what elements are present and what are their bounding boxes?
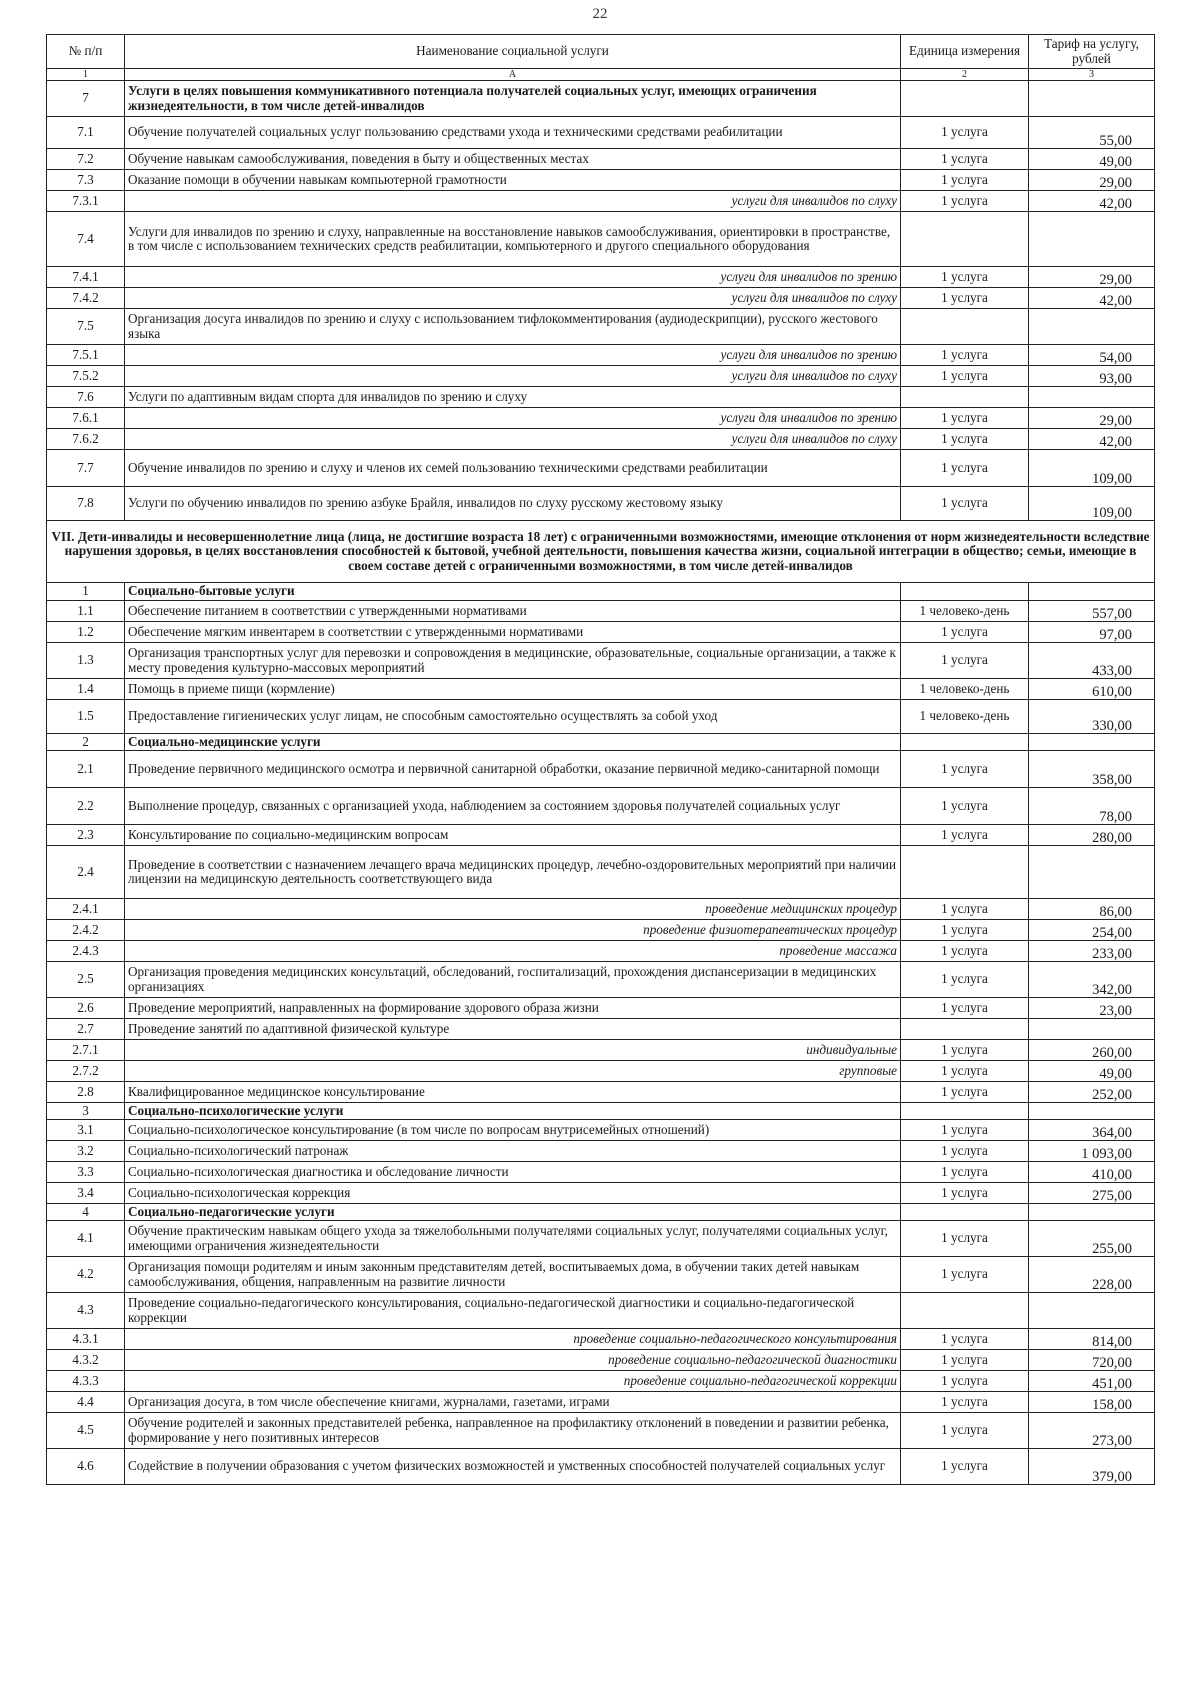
table-row — [47, 1293, 1155, 1329]
unit-of-measure — [901, 1019, 1029, 1040]
tariff-price: 557,00 — [1029, 601, 1155, 622]
unit-of-measure: 1 услуга — [901, 941, 1029, 962]
header-num: № п/п — [47, 35, 125, 69]
unit-of-measure: 1 услуга — [901, 366, 1029, 387]
row-number: 7.1 — [47, 117, 125, 149]
table-row — [47, 345, 1155, 366]
unit-of-measure: 1 услуга — [901, 117, 1029, 149]
service-name: Социально-психологические услуги — [125, 1103, 901, 1120]
table-row — [47, 366, 1155, 387]
unit-of-measure: 1 услуга — [901, 1162, 1029, 1183]
tariff-price: 29,00 — [1029, 170, 1155, 191]
unit-of-measure: 1 услуга — [901, 1350, 1029, 1371]
row-number: 7.8 — [47, 487, 125, 521]
unit-of-measure: 1 услуга — [901, 450, 1029, 487]
row-number: 7.5.1 — [47, 345, 125, 366]
service-name: Социально-психологическая коррекция — [125, 1183, 901, 1204]
tariff-price: 109,00 — [1029, 450, 1155, 487]
table-row — [47, 583, 1155, 601]
row-number: 7 — [47, 81, 125, 117]
service-name: Организация досуга, в том числе обеспечение книгами, журналами, газетами, играми — [125, 1392, 901, 1413]
tariff-price: 158,00 — [1029, 1392, 1155, 1413]
row-number: 7.7 — [47, 450, 125, 487]
row-number: 4.3.3 — [47, 1371, 125, 1392]
service-name: Социально-медицинские услуги — [125, 734, 901, 751]
table-row — [47, 734, 1155, 751]
row-number: 3.4 — [47, 1183, 125, 1204]
tariff-price — [1029, 212, 1155, 267]
row-number: 2.4.1 — [47, 899, 125, 920]
table-row — [47, 149, 1155, 170]
tariff-price: 720,00 — [1029, 1350, 1155, 1371]
service-name: Обучение получателей социальных услуг пользованию средствами ухода и техническими средствами реабилитации — [125, 117, 901, 149]
row-number: 7.3 — [47, 170, 125, 191]
service-name: Социально-психологический патронаж — [125, 1141, 901, 1162]
unit-of-measure: 1 услуга — [901, 288, 1029, 309]
row-number: 2.3 — [47, 825, 125, 846]
unit-of-measure: 1 услуга — [901, 751, 1029, 788]
row-number: 1 — [47, 583, 125, 601]
tariff-price: 379,00 — [1029, 1449, 1155, 1485]
tariff-price — [1029, 846, 1155, 899]
table-row — [47, 1413, 1155, 1449]
row-number: 2 — [47, 734, 125, 751]
header-price: Тариф на услугу, рублей — [1029, 35, 1155, 69]
row-number: 4.3.2 — [47, 1350, 125, 1371]
service-name: услуги для инвалидов по слуху — [125, 288, 901, 309]
row-number: 7.3.1 — [47, 191, 125, 212]
tariff-price: 330,00 — [1029, 700, 1155, 734]
unit-of-measure: 1 услуга — [901, 825, 1029, 846]
table-row — [47, 825, 1155, 846]
service-name: проведение социально-педагогической коррекции — [125, 1371, 901, 1392]
unit-of-measure: 1 услуга — [901, 1371, 1029, 1392]
service-name: Обучение инвалидов по зрению и слуху и членов их семей пользованию техническими средствами реабилитации — [125, 450, 901, 487]
column-index-row — [47, 69, 1155, 81]
header-row — [47, 35, 1155, 69]
unit-of-measure: 1 услуга — [901, 788, 1029, 825]
row-number: 2.8 — [47, 1082, 125, 1103]
unit-of-measure — [901, 1293, 1029, 1329]
service-name: услуги для инвалидов по зрению — [125, 345, 901, 366]
unit-of-measure — [901, 1204, 1029, 1221]
unit-of-measure: 1 услуга — [901, 1257, 1029, 1293]
unit-of-measure: 1 услуга — [901, 899, 1029, 920]
table-row — [47, 751, 1155, 788]
service-name: услуги для инвалидов по слуху — [125, 366, 901, 387]
row-number: 2.4.2 — [47, 920, 125, 941]
unit-of-measure: 1 услуга — [901, 1449, 1029, 1485]
service-name: Услуги для инвалидов по зрению и слуху, направленные на восстановление навыков самообслуживания, ориентировки в пространстве, в том числе с использованием технических средств реабилитации, компьютерного и другого специального оборудования — [125, 212, 901, 267]
unit-of-measure: 1 услуга — [901, 191, 1029, 212]
row-number: 7.4 — [47, 212, 125, 267]
table-row — [47, 288, 1155, 309]
service-name: Консультирование по социально-медицинским вопросам — [125, 825, 901, 846]
tariff-price: 364,00 — [1029, 1120, 1155, 1141]
service-name: Услуги по обучению инвалидов по зрению азбуке Брайля, инвалидов по слуху русскому жестовому языку — [125, 487, 901, 521]
tariff-price: 610,00 — [1029, 679, 1155, 700]
service-name: Обучение практическим навыкам общего ухода за тяжелобольными получателями социальных услуг, получателями социальных услуг, имеющими ограничения жизнедеятельности — [125, 1221, 901, 1257]
service-name: Социально-психологическое консультирование (в том числе по вопросам внутрисемейных отношений) — [125, 1120, 901, 1141]
tariff-price: 86,00 — [1029, 899, 1155, 920]
table-row — [47, 1120, 1155, 1141]
table-row — [47, 679, 1155, 700]
tariff-price: 260,00 — [1029, 1040, 1155, 1061]
table-row — [47, 1082, 1155, 1103]
tariff-price: 49,00 — [1029, 149, 1155, 170]
service-name: Организация досуга инвалидов по зрению и слуху с использованием тифлокомментирования (аудиодескрипции), русского жестового языка — [125, 309, 901, 345]
tariff-price: 23,00 — [1029, 998, 1155, 1019]
tariff-price: 42,00 — [1029, 288, 1155, 309]
service-name: Социально-педагогические услуги — [125, 1204, 901, 1221]
table-row — [47, 920, 1155, 941]
row-number: 2.7.2 — [47, 1061, 125, 1082]
service-name: Организация транспортных услуг для перевозки и сопровождения в медицинские, образовательные, социальные организации, а также к месту проведения культурно-массовых мероприятий — [125, 643, 901, 679]
tariff-price: 49,00 — [1029, 1061, 1155, 1082]
row-number: 7.4.1 — [47, 267, 125, 288]
row-number: 4.3.1 — [47, 1329, 125, 1350]
table-row — [47, 450, 1155, 487]
unit-of-measure: 1 услуга — [901, 1183, 1029, 1204]
row-number: 7.2 — [47, 149, 125, 170]
tariff-price: 280,00 — [1029, 825, 1155, 846]
unit-of-measure: 1 услуга — [901, 1040, 1029, 1061]
tariff-price: 451,00 — [1029, 1371, 1155, 1392]
service-name: Социально-бытовые услуги — [125, 583, 901, 601]
tariff-price — [1029, 734, 1155, 751]
tariff-price: 814,00 — [1029, 1329, 1155, 1350]
table-row — [47, 117, 1155, 149]
table-row — [47, 643, 1155, 679]
section-heading: VII. Дети-инвалиды и несовершеннолетние лица (лица, не достигшие возраста 18 лет) с ограниченными возможностями, имеющие отклонения от норм жизнедеятельности вследствие нарушения здоровья, в целях восстановления способностей к бытовой, учебной деятельности, повышения качества жизни, социальной интеграции в общество; семьи, имеющие в своем составе детей с ограниченными возможностями, в том числе детей-инвалидов — [47, 521, 1155, 583]
row-number: 4.4 — [47, 1392, 125, 1413]
row-number: 4.1 — [47, 1221, 125, 1257]
tariff-price — [1029, 1019, 1155, 1040]
service-name: услуги для инвалидов по слуху — [125, 429, 901, 450]
column-index: А — [125, 69, 901, 81]
row-number: 1.1 — [47, 601, 125, 622]
row-number: 3 — [47, 1103, 125, 1120]
unit-of-measure: 1 услуга — [901, 429, 1029, 450]
unit-of-measure: 1 услуга — [901, 622, 1029, 643]
table-row — [47, 1350, 1155, 1371]
unit-of-measure: 1 человеко-день — [901, 679, 1029, 700]
tariff-price — [1029, 387, 1155, 408]
column-index: 1 — [47, 69, 125, 81]
service-name: Квалифицированное медицинское консультирование — [125, 1082, 901, 1103]
unit-of-measure: 1 услуга — [901, 1413, 1029, 1449]
tariff-price — [1029, 1293, 1155, 1329]
service-name: проведение медицинских процедур — [125, 899, 901, 920]
service-name: Выполнение процедур, связанных с организацией ухода, наблюдением за состоянием здоровья получателей социальных услуг — [125, 788, 901, 825]
table-row — [47, 1329, 1155, 1350]
service-name: Предоставление гигиенических услуг лицам, не способным самостоятельно осуществлять за собой уход — [125, 700, 901, 734]
unit-of-measure — [901, 583, 1029, 601]
unit-of-measure: 1 услуга — [901, 920, 1029, 941]
unit-of-measure: 1 услуга — [901, 345, 1029, 366]
unit-of-measure: 1 услуга — [901, 1221, 1029, 1257]
table-row — [47, 1257, 1155, 1293]
tariff-price — [1029, 1204, 1155, 1221]
row-number: 2.1 — [47, 751, 125, 788]
unit-of-measure — [901, 734, 1029, 751]
table-row — [47, 846, 1155, 899]
unit-of-measure: 1 услуга — [901, 962, 1029, 998]
table-row — [47, 941, 1155, 962]
table-row — [47, 309, 1155, 345]
unit-of-measure: 1 человеко-день — [901, 700, 1029, 734]
service-name: Обучение родителей и законных представителей ребенка, направленное на профилактику отклонений в поведении и развитии ребенка, формирование у него позитивных интересов — [125, 1413, 901, 1449]
service-name: Проведение первичного медицинского осмотра и первичной санитарной обработки, оказание первичной медико-санитарной помощи — [125, 751, 901, 788]
tariff-table-body — [47, 81, 1155, 1485]
table-row — [47, 1103, 1155, 1120]
tariff-price: 410,00 — [1029, 1162, 1155, 1183]
header-unit: Единица измерения — [901, 35, 1029, 69]
table-row — [47, 387, 1155, 408]
row-number: 4.6 — [47, 1449, 125, 1485]
row-number: 2.7.1 — [47, 1040, 125, 1061]
row-number: 2.5 — [47, 962, 125, 998]
service-name: Обучение навыкам самообслуживания, поведения в быту и общественных местах — [125, 149, 901, 170]
section-heading-row — [47, 521, 1155, 583]
row-number: 2.4 — [47, 846, 125, 899]
service-name: Содействие в получении образования с учетом физических возможностей и умственных способностей получателей социальных услуг — [125, 1449, 901, 1485]
unit-of-measure: 1 услуга — [901, 1392, 1029, 1413]
row-number: 2.2 — [47, 788, 125, 825]
unit-of-measure: 1 услуга — [901, 487, 1029, 521]
unit-of-measure: 1 человеко-день — [901, 601, 1029, 622]
service-name: услуги для инвалидов по зрению — [125, 267, 901, 288]
service-name: услуги для инвалидов по слуху — [125, 191, 901, 212]
tariff-price: 255,00 — [1029, 1221, 1155, 1257]
service-name: Обеспечение мягким инвентарем в соответствии с утвержденными нормативами — [125, 622, 901, 643]
table-row — [47, 1040, 1155, 1061]
column-index: 2 — [901, 69, 1029, 81]
row-number: 4.3 — [47, 1293, 125, 1329]
tariff-price: 254,00 — [1029, 920, 1155, 941]
tariff-price: 273,00 — [1029, 1413, 1155, 1449]
unit-of-measure: 1 услуга — [901, 1141, 1029, 1162]
row-number: 4.5 — [47, 1413, 125, 1449]
service-name: Организация помощи родителям и иным законным представителям детей, воспитываемых дома, в обучении таких детей навыкам самообслуживания, общения, направленным на развитие личности — [125, 1257, 901, 1293]
tariff-price: 78,00 — [1029, 788, 1155, 825]
table-row — [47, 962, 1155, 998]
table-row — [47, 700, 1155, 734]
row-number: 7.5 — [47, 309, 125, 345]
table-row — [47, 1221, 1155, 1257]
tariff-price: 42,00 — [1029, 191, 1155, 212]
tariff-price: 275,00 — [1029, 1183, 1155, 1204]
unit-of-measure: 1 услуга — [901, 1061, 1029, 1082]
column-index: 3 — [1029, 69, 1155, 81]
service-name: Обеспечение питанием в соответствии с утвержденными нормативами — [125, 601, 901, 622]
service-name: проведение массажа — [125, 941, 901, 962]
tariff-table — [46, 34, 1155, 1485]
tariff-price: 342,00 — [1029, 962, 1155, 998]
header-name: Наименование социальной услуги — [125, 35, 901, 69]
service-name: Помощь в приеме пищи (кормление) — [125, 679, 901, 700]
service-name: проведение социально-педагогической диагностики — [125, 1350, 901, 1371]
table-row — [47, 191, 1155, 212]
service-name: Проведение мероприятий, направленных на формирование здорового образа жизни — [125, 998, 901, 1019]
row-number: 2.6 — [47, 998, 125, 1019]
table-row — [47, 622, 1155, 643]
tariff-price: 358,00 — [1029, 751, 1155, 788]
row-number: 7.6.1 — [47, 408, 125, 429]
unit-of-measure — [901, 1103, 1029, 1120]
row-number: 4 — [47, 1204, 125, 1221]
tariff-price — [1029, 81, 1155, 117]
tariff-price: 228,00 — [1029, 1257, 1155, 1293]
service-name: проведение физиотерапевтических процедур — [125, 920, 901, 941]
table-row — [47, 408, 1155, 429]
row-number: 1.3 — [47, 643, 125, 679]
service-name: проведение социально-педагогического консультирования — [125, 1329, 901, 1350]
unit-of-measure: 1 услуга — [901, 267, 1029, 288]
service-name: Проведение социально-педагогического консультирования, социально-педагогической диагностики и социально-педагогической коррекции — [125, 1293, 901, 1329]
tariff-price: 93,00 — [1029, 366, 1155, 387]
service-name: Социально-психологическая диагностика и обследование личности — [125, 1162, 901, 1183]
row-number: 2.4.3 — [47, 941, 125, 962]
table-row — [47, 1183, 1155, 1204]
tariff-price — [1029, 1103, 1155, 1120]
table-row — [47, 998, 1155, 1019]
table-row — [47, 1449, 1155, 1485]
table-row — [47, 1371, 1155, 1392]
tariff-price — [1029, 309, 1155, 345]
table-row — [47, 1019, 1155, 1040]
table-row — [47, 601, 1155, 622]
row-number: 2.7 — [47, 1019, 125, 1040]
unit-of-measure: 1 услуга — [901, 1120, 1029, 1141]
table-row — [47, 899, 1155, 920]
table-row — [47, 81, 1155, 117]
row-number: 1.2 — [47, 622, 125, 643]
table-row — [47, 1162, 1155, 1183]
table-row — [47, 429, 1155, 450]
unit-of-measure: 1 услуга — [901, 1082, 1029, 1103]
row-number: 7.6.2 — [47, 429, 125, 450]
unit-of-measure — [901, 387, 1029, 408]
service-name: групповые — [125, 1061, 901, 1082]
unit-of-measure: 1 услуга — [901, 408, 1029, 429]
unit-of-measure — [901, 309, 1029, 345]
table-row — [47, 788, 1155, 825]
tariff-price: 29,00 — [1029, 408, 1155, 429]
tariff-price: 109,00 — [1029, 487, 1155, 521]
tariff-price: 55,00 — [1029, 117, 1155, 149]
tariff-price: 252,00 — [1029, 1082, 1155, 1103]
unit-of-measure — [901, 81, 1029, 117]
tariff-price: 233,00 — [1029, 941, 1155, 962]
tariff-price: 29,00 — [1029, 267, 1155, 288]
row-number: 7.4.2 — [47, 288, 125, 309]
table-row — [47, 1204, 1155, 1221]
unit-of-measure: 1 услуга — [901, 149, 1029, 170]
table-row — [47, 212, 1155, 267]
unit-of-measure — [901, 846, 1029, 899]
tariff-price: 97,00 — [1029, 622, 1155, 643]
row-number: 7.5.2 — [47, 366, 125, 387]
table-row — [47, 1061, 1155, 1082]
table-row — [47, 487, 1155, 521]
tariff-price: 433,00 — [1029, 643, 1155, 679]
row-number: 1.4 — [47, 679, 125, 700]
service-name: Услуги по адаптивным видам спорта для инвалидов по зрению и слуху — [125, 387, 901, 408]
tariff-price — [1029, 583, 1155, 601]
unit-of-measure: 1 услуга — [901, 643, 1029, 679]
table-row — [47, 267, 1155, 288]
table-row — [47, 1392, 1155, 1413]
page-number: 22 — [592, 6, 608, 22]
tariff-price: 42,00 — [1029, 429, 1155, 450]
table-row — [47, 1141, 1155, 1162]
service-name: Услуги в целях повышения коммуникативного потенциала получателей социальных услуг, имеющих ограничения жизнедеятельности, в том числе детей-инвалидов — [125, 81, 901, 117]
unit-of-measure — [901, 212, 1029, 267]
tariff-price: 54,00 — [1029, 345, 1155, 366]
unit-of-measure: 1 услуга — [901, 998, 1029, 1019]
tariff-price: 1 093,00 — [1029, 1141, 1155, 1162]
unit-of-measure: 1 услуга — [901, 1329, 1029, 1350]
service-name: Проведение в соответствии с назначением лечащего врача медицинских процедур, лечебно-оздоровительных мероприятий при наличии лицензии на медицинскую деятельность соответствующего вида — [125, 846, 901, 899]
row-number: 3.3 — [47, 1162, 125, 1183]
service-name: Проведение занятий по адаптивной физической культуре — [125, 1019, 901, 1040]
service-name: Оказание помощи в обучении навыкам компьютерной грамотности — [125, 170, 901, 191]
service-name: услуги для инвалидов по зрению — [125, 408, 901, 429]
row-number: 3.2 — [47, 1141, 125, 1162]
service-name: индивидуальные — [125, 1040, 901, 1061]
service-name: Организация проведения медицинских консультаций, обследований, госпитализаций, прохождения диспансеризации в медицинских организациях — [125, 962, 901, 998]
row-number: 1.5 — [47, 700, 125, 734]
row-number: 4.2 — [47, 1257, 125, 1293]
table-row — [47, 170, 1155, 191]
row-number: 3.1 — [47, 1120, 125, 1141]
unit-of-measure: 1 услуга — [901, 170, 1029, 191]
row-number: 7.6 — [47, 387, 125, 408]
